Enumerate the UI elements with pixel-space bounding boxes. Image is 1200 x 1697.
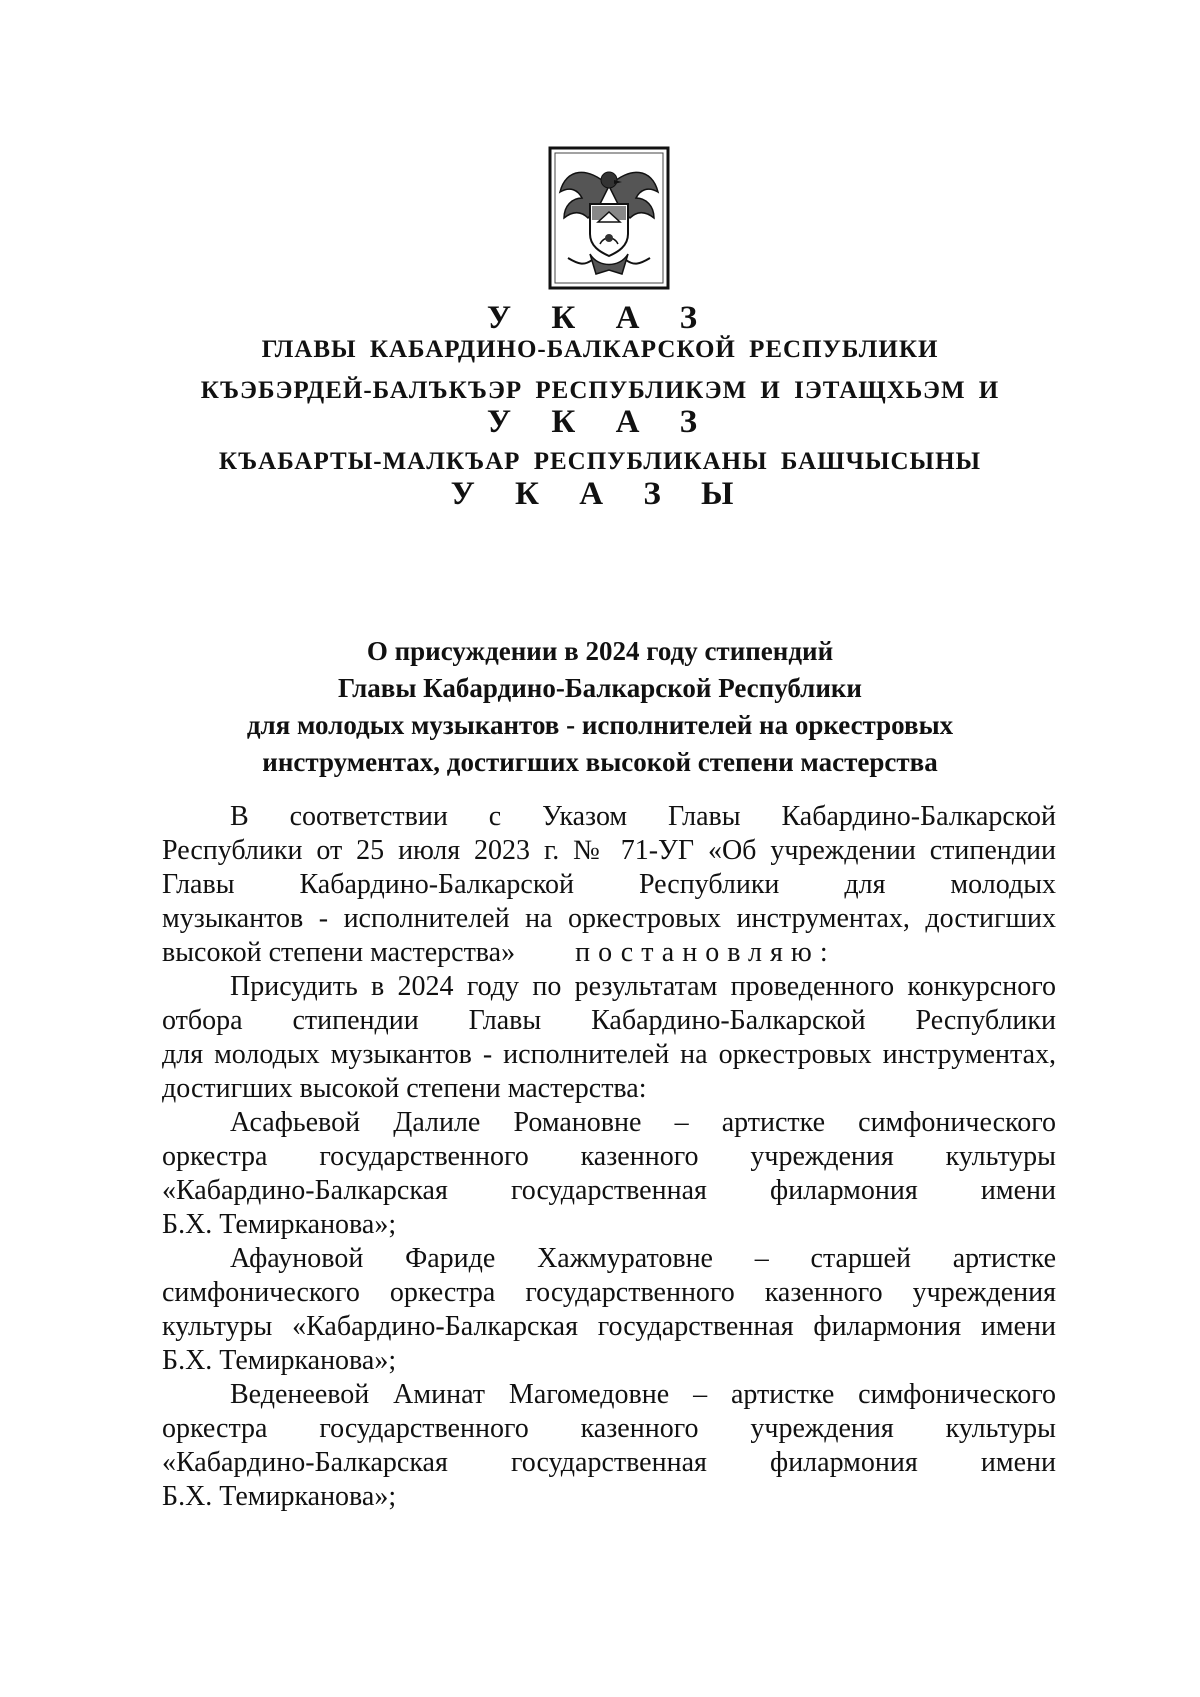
recipient-entry [162,1242,1056,1378]
body-line: симфонического оркестра государственного казенного учреждения [162,1277,1056,1308]
ukaz-title-kbd: У К А З [486,404,714,440]
body-line: Присудить в 2024 году по результатам проведенного конкурсного [230,971,1056,1002]
recipient-entry [162,1378,1056,1514]
subject-line: инструментах, достигших высокой степени мастерства [262,747,938,777]
body-line-last [162,936,1056,970]
body-line: «Кабардино-Балкарская государственная филармония имени [162,1447,1056,1478]
body-line: культуры «Кабардино-Балкарская государственная филармония имени [162,1311,1056,1342]
decree-word: постановляю: [575,937,836,968]
body-line: «Кабардино-Балкарская государственная филармония имени [162,1175,1056,1206]
subject-line: для молодых музыкантов - исполнителей на оркестровых [246,710,954,740]
ukaz-title-ru: У К А З [486,300,714,336]
body-line: для молодых музыкантов - исполнителей на оркестровых инструментах, [162,1039,1056,1070]
body-line: Асафьевой Далиле Романовне – артистке симфонического [230,1107,1056,1138]
authority-line-ru: ГЛАВЫ КАБАРДИНО-БАЛКАРСКОЙ РЕСПУБЛИКИ [261,336,939,363]
preamble-paragraph [162,800,1056,970]
body-line: Веденеевой Аминат Магомедовне – артистке симфонического [230,1379,1056,1410]
body-line-last: Б.Х. Темирканова»; [162,1345,397,1376]
body-line: оркестра государственного казенного учреждения культуры [162,1141,1056,1172]
decree-subject [150,633,1050,781]
body-line: оркестра государственного казенного учреждения культуры [162,1413,1056,1444]
authority-line-krc: КЪАБАРТЫ-МАЛКЪАР РЕСПУБЛИКАНЫ БАШЧЫСЫНЫ [218,448,982,475]
body-line: Республики от 25 июля 2023 г. № 71-УГ «Об учреждении стипендии [162,835,1056,866]
recipient-entry [162,1106,1056,1242]
authority-line-kbd: КЪЭБЭРДЕЙ-БАЛЪКЪЭР РЕСПУБЛИКЭМ И ІЭТАЩХЬЭМ И [200,377,1000,404]
coat-of-arms-icon [548,146,670,290]
award-paragraph [162,970,1056,1106]
body-line: Афауновой Фариде Хажмуратовне – старшей артистке [230,1243,1056,1274]
body-line: отбора стипендии Главы Кабардино-Балкарской Республики [162,1005,1056,1036]
subject-line: О присуждении в 2024 году стипендий [366,636,834,666]
subject-line: Главы Кабардино-Балкарской Республики [337,673,862,703]
body-line-last: достигших высокой степени мастерства: [162,1073,647,1104]
body-line-last: Б.Х. Темирканова»; [162,1209,397,1240]
body-line: музыкантов - исполнителей на оркестровых инструментах, достигших [162,903,1056,934]
body-line: В соответствии с Указом Главы Кабардино-Балкарской [230,801,1056,832]
body-line-last: Б.Х. Темирканова»; [162,1481,397,1512]
preamble-end: высокой степени мастерства» [162,937,516,968]
ukaz-title-krc: У К А З Ы [450,476,750,512]
body-line: Главы Кабардино-Балкарской Республики для молодых [162,869,1056,900]
